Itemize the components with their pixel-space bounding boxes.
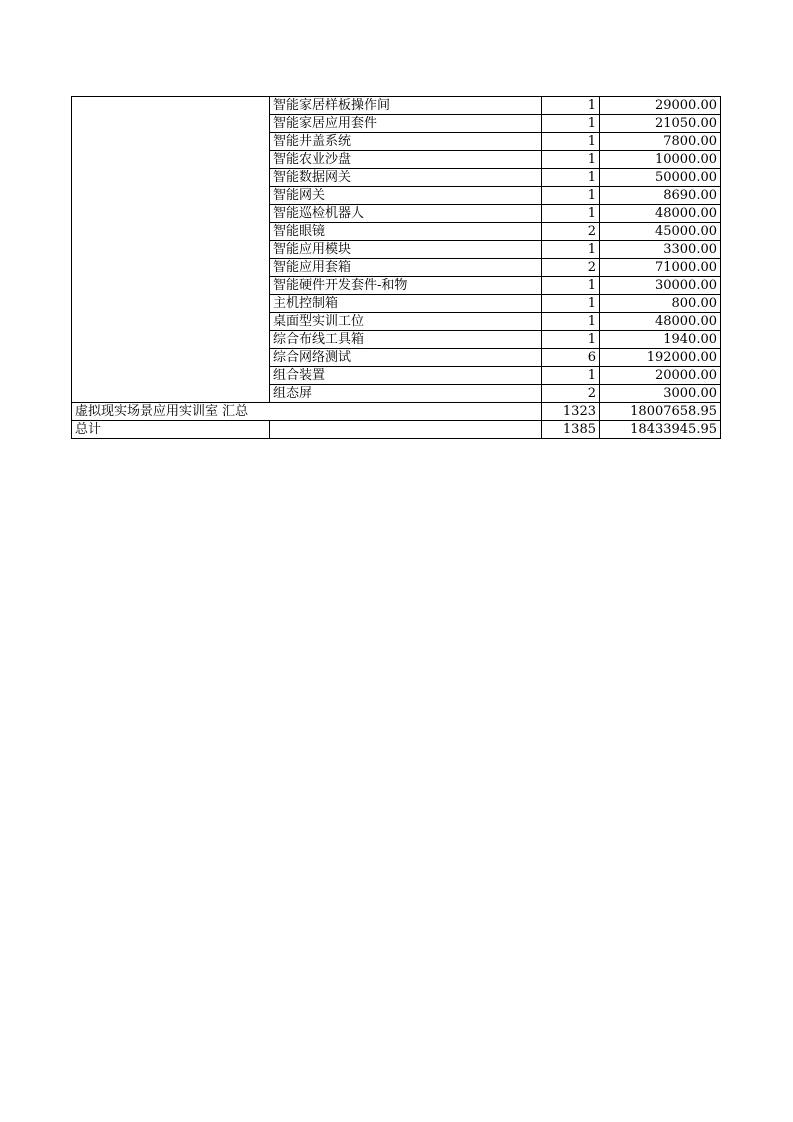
total-row xyxy=(72,421,721,439)
category-cell xyxy=(72,349,270,367)
item-qty: 1 xyxy=(542,277,600,295)
item-qty: 1 xyxy=(542,331,600,349)
item-qty: 1 xyxy=(542,169,600,187)
table-row xyxy=(72,187,721,205)
item-amount: 21050.00 xyxy=(600,115,721,133)
table-row xyxy=(72,385,721,403)
item-name: 智能井盖系统 xyxy=(270,133,542,151)
item-amount: 48000.00 xyxy=(600,205,721,223)
table-row xyxy=(72,295,721,313)
table-body xyxy=(72,97,721,439)
item-amount: 7800.00 xyxy=(600,133,721,151)
category-cell xyxy=(72,259,270,277)
item-amount: 8690.00 xyxy=(600,187,721,205)
table-row xyxy=(72,97,721,115)
item-name: 智能应用模块 xyxy=(270,241,542,259)
item-amount: 800.00 xyxy=(600,295,721,313)
category-cell xyxy=(72,133,270,151)
item-qty: 2 xyxy=(542,223,600,241)
table-row xyxy=(72,223,721,241)
category-cell xyxy=(72,241,270,259)
category-cell xyxy=(72,385,270,403)
item-name: 智能眼镜 xyxy=(270,223,542,241)
category-cell xyxy=(72,331,270,349)
item-qty: 1 xyxy=(542,187,600,205)
table-row xyxy=(72,277,721,295)
table-row xyxy=(72,133,721,151)
subtotal-amount: 18007658.95 xyxy=(600,403,721,421)
item-qty: 1 xyxy=(542,133,600,151)
item-amount: 71000.00 xyxy=(600,259,721,277)
item-name: 综合布线工具箱 xyxy=(270,331,542,349)
item-name: 智能应用套箱 xyxy=(270,259,542,277)
category-cell xyxy=(72,151,270,169)
subtotal-label: 虚拟现实场景应用实训室 汇总 xyxy=(72,403,270,421)
item-qty: 1 xyxy=(542,313,600,331)
item-qty: 1 xyxy=(542,367,600,385)
item-name: 智能数据网关 xyxy=(270,169,542,187)
item-amount: 48000.00 xyxy=(600,313,721,331)
item-amount: 45000.00 xyxy=(600,223,721,241)
category-cell xyxy=(72,313,270,331)
total-empty-cell xyxy=(270,421,542,439)
category-cell xyxy=(72,223,270,241)
table-row xyxy=(72,331,721,349)
item-amount: 20000.00 xyxy=(600,367,721,385)
item-qty: 2 xyxy=(542,259,600,277)
item-name: 智能家居应用套件 xyxy=(270,115,542,133)
item-qty: 1 xyxy=(542,97,600,115)
table-row xyxy=(72,205,721,223)
item-amount: 50000.00 xyxy=(600,169,721,187)
item-name: 智能农业沙盘 xyxy=(270,151,542,169)
total-label: 总计 xyxy=(72,421,270,439)
item-qty: 1 xyxy=(542,295,600,313)
table-row xyxy=(72,367,721,385)
table-row xyxy=(72,169,721,187)
subtotal-qty: 1323 xyxy=(542,403,600,421)
item-qty: 6 xyxy=(542,349,600,367)
category-cell xyxy=(72,115,270,133)
item-name: 桌面型实训工位 xyxy=(270,313,542,331)
spreadsheet-table xyxy=(71,96,721,439)
item-qty: 2 xyxy=(542,385,600,403)
category-cell xyxy=(72,187,270,205)
category-cell xyxy=(72,205,270,223)
table-row xyxy=(72,259,721,277)
item-name: 智能巡检机器人 xyxy=(270,205,542,223)
item-amount: 30000.00 xyxy=(600,277,721,295)
item-qty: 1 xyxy=(542,115,600,133)
table-row xyxy=(72,241,721,259)
item-amount: 10000.00 xyxy=(600,151,721,169)
item-name: 智能硬件开发套件-和物 xyxy=(270,277,542,295)
total-amount: 18433945.95 xyxy=(600,421,721,439)
table-row xyxy=(72,349,721,367)
category-cell xyxy=(72,295,270,313)
category-cell xyxy=(72,277,270,295)
item-name: 智能家居样板操作间 xyxy=(270,97,542,115)
item-name: 主机控制箱 xyxy=(270,295,542,313)
item-name: 综合网络测试 xyxy=(270,349,542,367)
item-amount: 3000.00 xyxy=(600,385,721,403)
subtotal-row xyxy=(72,403,721,421)
item-amount: 3300.00 xyxy=(600,241,721,259)
item-name: 智能网关 xyxy=(270,187,542,205)
subtotal-empty-cell xyxy=(270,403,542,421)
table-row xyxy=(72,151,721,169)
item-amount: 192000.00 xyxy=(600,349,721,367)
item-qty: 1 xyxy=(542,151,600,169)
table-row xyxy=(72,313,721,331)
item-amount: 29000.00 xyxy=(600,97,721,115)
item-name: 组合装置 xyxy=(270,367,542,385)
total-qty: 1385 xyxy=(542,421,600,439)
item-qty: 1 xyxy=(542,241,600,259)
category-cell xyxy=(72,97,270,115)
table-row xyxy=(72,115,721,133)
item-qty: 1 xyxy=(542,205,600,223)
item-name: 组态屏 xyxy=(270,385,542,403)
item-amount: 1940.00 xyxy=(600,331,721,349)
category-cell xyxy=(72,367,270,385)
category-cell xyxy=(72,169,270,187)
